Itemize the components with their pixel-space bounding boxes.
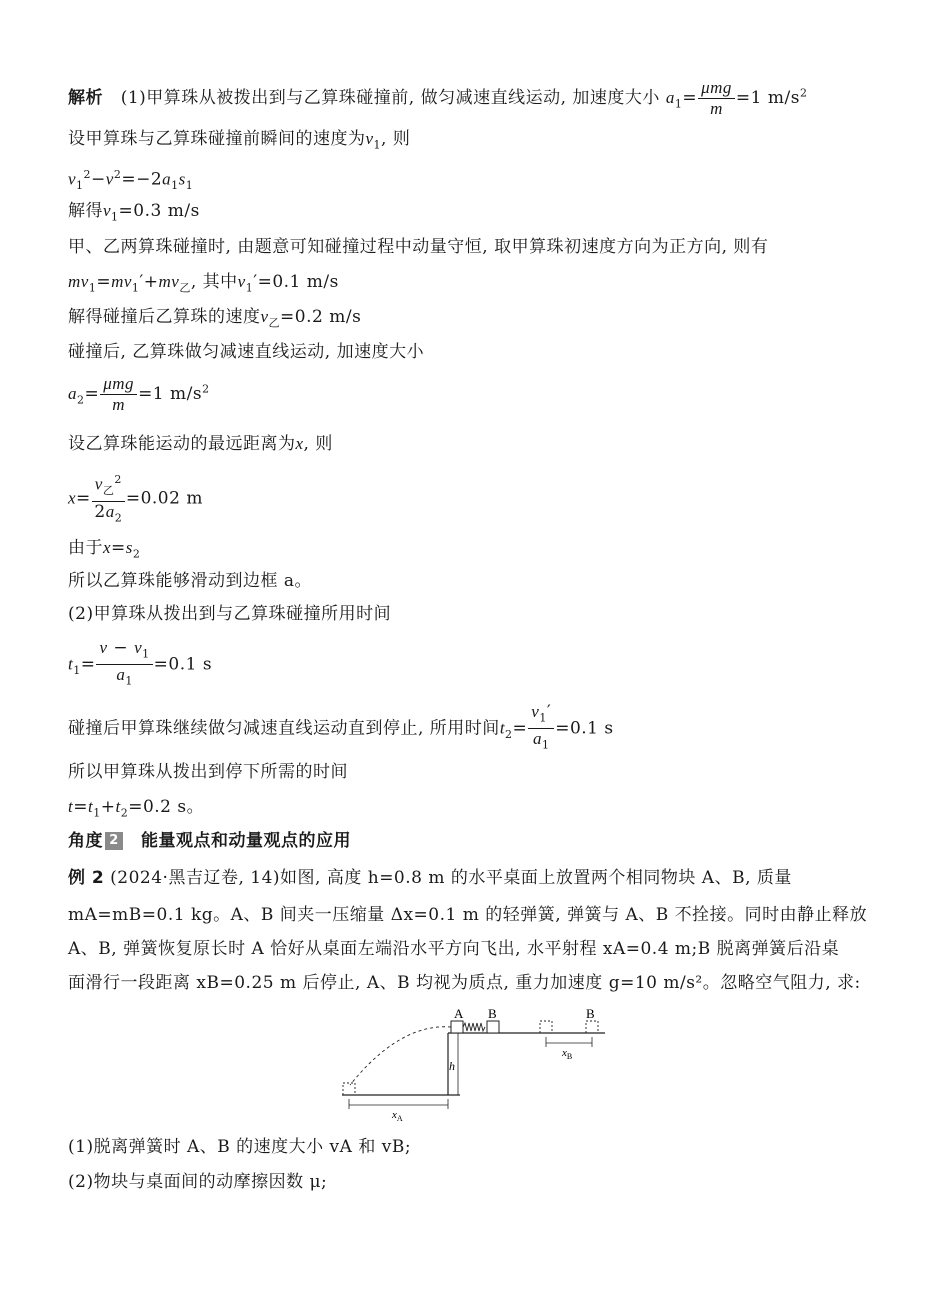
example-label: 例 2 [68,868,105,888]
label-xa: $x_A$ [392,1109,403,1123]
solution-equation-t1: $t_1=$ $\frac{v - v_1}{a_1}$ =0.1 s [68,638,213,688]
fraction-mu-mg-over-m: $\frac{\text{μmg}}{m}$ [698,78,735,119]
block-b-start-dashed [540,1021,552,1033]
solution-line-16: 碰撞后甲算珠继续做匀减速直线运动直到停止, 所用时间$t_2=$ $\frac{v_1'}{a_1}$ =0.1 s [68,702,614,752]
example-text-1: (2024·黑吉辽卷, 14)如图, 高度 h=0.8 m 的水平桌面上放置两个相同物块 A、B, 质量 [110,868,792,888]
question-2: (2)物块与桌面间的动摩擦因数 μ; [68,1172,328,1192]
solution-line-12: 由于$x=s_2$ [68,538,141,561]
spring [463,1023,485,1031]
block-b-end-dashed [586,1021,598,1033]
example-line-4: 面滑行一段距离 xB=0.25 m 后停止, A、B 均视为质点, 重力加速度 g=10 m/s²。忽略空气阻力, 求: [68,973,861,993]
section-number-badge: 2 [105,832,123,850]
solution-momentum-equation: $mv_1=mv_1'+mv_乙$, 其中$v_1'=0.1$ m/s [68,272,339,295]
solution-label: 解析 [68,88,103,108]
trajectory-dashed [350,1027,451,1085]
label-xb: $x_B$ [562,1047,573,1061]
solution-line-1: 解析 (1)甲算珠从被拨出到与乙算珠碰撞前, 做匀减速直线运动, 加速度大小 $a_1=$ $\frac{\text{μmg}}{m}$ =1 $m/s^2$ [68,78,808,118]
example-line-2: mA=mB=0.1 kg。A、B 间夹一压缩量 Δx=0.1 m 的轻弹簧, 弹簧与 A、B 不拴接。同时由静止释放 [68,905,868,925]
example-line-3: A、B, 弹簧恢复原长时 A 恰好从桌面左端沿水平方向飞出, 水平射程 xA=0.4 m;B 脱离弹簧后沿桌 [68,939,840,959]
block-a-landing-dashed [343,1083,355,1095]
table-diagram [330,1005,620,1125]
solution-equation-kinematics: $v_1^2-v^2=-2a_1s_1$ [68,168,194,193]
solution-equation-x: x= $\frac{v_乙^2}{2a_2}$ =0.02 m [68,470,203,528]
solution-line-7: 解得碰撞后乙算珠的速度$v_乙=0.2$ m/s [68,307,362,330]
label-h: h [449,1059,455,1073]
section-title: 能量观点和动量观点的应用 [141,831,351,851]
question-1: (1)脱离弹簧时 A、B 的速度大小 vA 和 vB; [68,1137,412,1157]
solution-line-8: 碰撞后, 乙算珠做匀减速直线运动, 加速度大小 [68,342,425,362]
solution-line-14: (2)甲算珠从拨出到与乙算珠碰撞所用时间 [68,604,392,624]
solution-line-5: 甲、乙两算珠碰撞时, 由题意可知碰撞过程中动量守恒, 取甲算珠初速度方向为正方向, 则有 [68,237,769,257]
solution-equation-total-time: $t=t_1+t_2=0.2$ s。 [68,797,205,820]
solution-p1-text: (1)甲算珠从被拨出到与乙算珠碰撞前, 做匀减速直线运动, 加速度大小 [120,88,660,108]
label-b-final: B [586,1006,595,1021]
block-b [487,1021,499,1033]
solution-line-17: 所以甲算珠从拨出到停下所需的时间 [68,762,348,782]
example-line-1 [68,866,792,890]
solution-line-13: 所以乙算珠能够滑动到边框 a。 [68,571,313,591]
solution-line-2: 设甲算珠与乙算珠碰撞前瞬间的速度为$v_1$, 则 [68,129,411,152]
section-prefix: 角度 [68,831,103,851]
block-a [451,1021,463,1033]
section-heading [68,829,351,853]
label-b: B [488,1006,497,1021]
solution-line-4: 解得$v_1=0.3$ m/s [68,201,200,224]
solution-equation-a2: $a_2=$ $\frac{\text{μmg}}{m}$ =1 $m/s^2$ [68,374,210,414]
label-a: A [454,1006,464,1021]
solution-line-10: 设乙算珠能运动的最远距离为x, 则 [68,434,333,454]
